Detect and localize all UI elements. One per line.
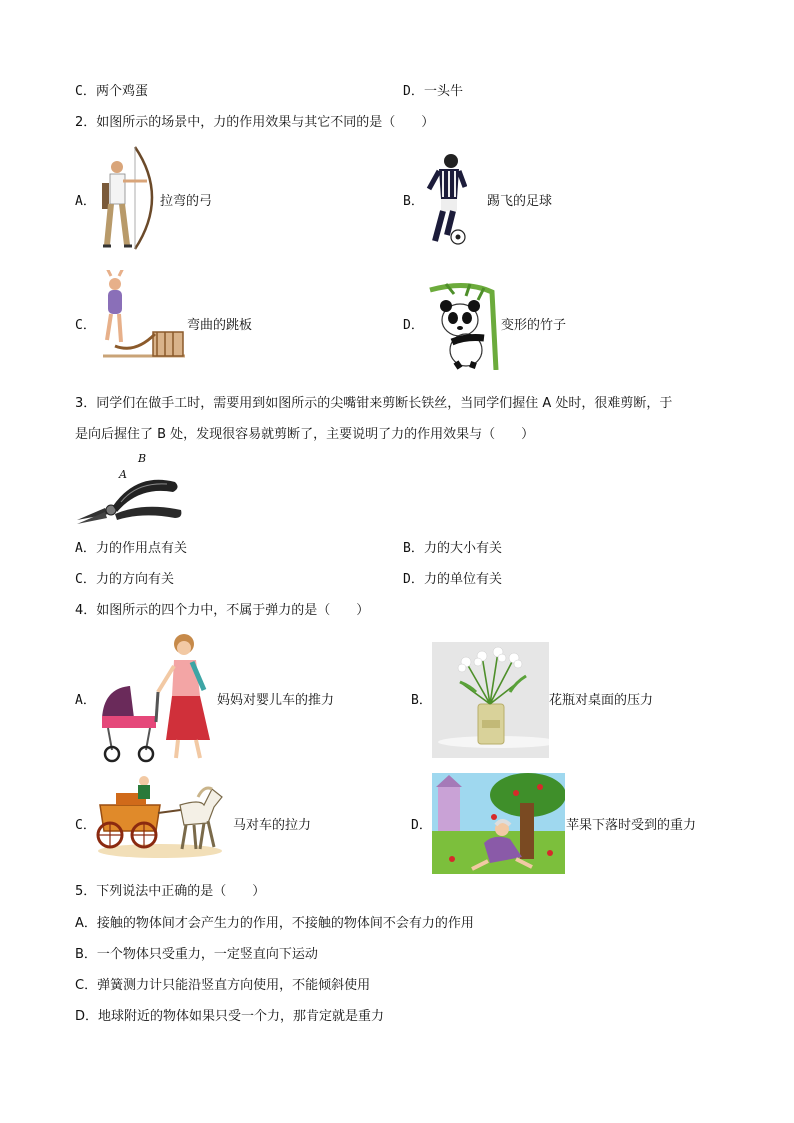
q4-option-c-text: 马对车的拉力 (233, 818, 312, 833)
q1-option-d-letter: D． (403, 84, 424, 99)
q3-option-a-letter: A． (75, 541, 96, 556)
q4-option-b-text: 花瓶对桌面的压力 (549, 693, 654, 708)
q4-option-c-letter: C． (75, 818, 96, 833)
q2-stem: 2．如图所示的场景中，力的作用效果与其它不同的是（ ） (75, 115, 435, 130)
pliers-image (77, 452, 185, 528)
q3-option-b-letter: B． (403, 541, 424, 556)
pliers-label-a: A (119, 468, 127, 481)
q2-option-b-letter: B． (403, 194, 424, 209)
q2-option-c-letter: C． (75, 318, 96, 333)
q5-option-d: D．地球附近的物体如果只受一个力，那肯定就是重力 (75, 1009, 385, 1024)
q3-option-c-letter: C． (75, 572, 96, 587)
panda-bamboo-image (426, 278, 500, 370)
vase-image (432, 642, 549, 758)
q5-option-a: A．接触的物体间才会产生力的作用，不接触的物体间不会有力的作用 (75, 916, 474, 931)
diving-board-image (95, 270, 187, 362)
q4-option-b-letter: B． (411, 693, 432, 708)
mother-stroller-image (100, 630, 216, 766)
q1-option-c-letter: C． (75, 84, 96, 99)
q3-stem-line1: 3．同学们在做手工时，需要用到如图所示的尖嘴钳来剪断长铁丝，当同学们握住 A 处时，很难剪断，于 (75, 396, 673, 411)
pliers-label-b: B (138, 452, 147, 465)
q1-option-c-text: 两个鸡蛋 (96, 84, 149, 99)
q5-stem: 5．下列说法中正确的是（ ） (75, 884, 266, 899)
q3-stem-line2: 是向后握住了 B 处，发现很容易就剪断了，主要说明了力的作用效果与（ ） (75, 427, 535, 442)
q2-option-d-letter: D． (403, 318, 424, 333)
q4-stem: 4．如图所示的四个力中，不属于弹力的是（ ） (75, 603, 370, 618)
q3-option-d-text: 力的单位有关 (424, 572, 503, 587)
q2-option-c-text: 弯曲的跳板 (187, 318, 253, 333)
horse-carriage-image (96, 775, 228, 861)
q4-option-a-letter: A． (75, 693, 96, 708)
q4-option-a-text: 妈妈对婴儿车的推力 (217, 693, 335, 708)
archer-image (95, 145, 155, 251)
q2-option-d-text: 变形的竹子 (501, 318, 567, 333)
q1-option-d-text: 一头牛 (424, 84, 464, 99)
q3-option-b-text: 力的大小有关 (424, 541, 503, 556)
q2-option-b-text: 踢飞的足球 (487, 194, 553, 209)
q4-option-d-text: 苹果下落时受到的重力 (566, 818, 697, 833)
newton-apple-image (432, 773, 565, 874)
q3-option-a-text: 力的作用点有关 (96, 541, 188, 556)
q5-option-c: C．弹簧测力计只能沿竖直方向使用，不能倾斜使用 (75, 978, 371, 993)
q5-option-b: B．一个物体只受重力，一定竖直向下运动 (75, 947, 318, 962)
q4-option-d-letter: D． (411, 818, 432, 833)
q2-option-a-letter: A． (75, 194, 96, 209)
q3-option-d-letter: D． (403, 572, 424, 587)
soccer-player-image (425, 153, 467, 245)
q3-option-c-text: 力的方向有关 (96, 572, 175, 587)
q2-option-a-text: 拉弯的弓 (160, 194, 213, 209)
